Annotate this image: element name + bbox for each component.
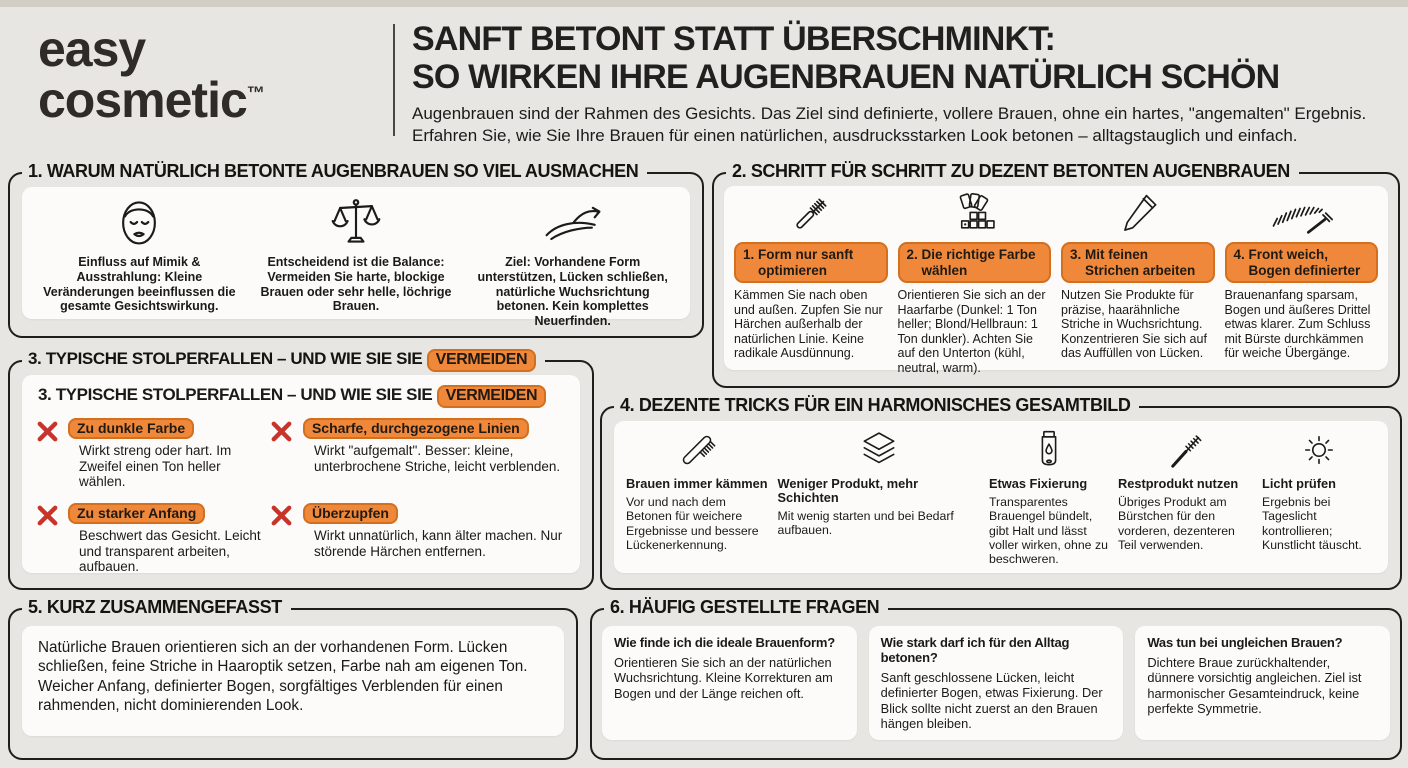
fault-content: [68, 418, 269, 490]
section3-inner-title-prefix: 3. TYPISCHE STOLPERFALLEN – UND WIE SIE SIE: [38, 385, 433, 404]
section5-card: [22, 626, 564, 736]
faq-answer: Dichtere Braue zurückhaltender, dünnere vorsichtig angleichen. Ziel ist harmonischer Gesamteindruck, keine perfekte Symmetrie.: [1147, 655, 1362, 717]
x-mark-icon: [269, 418, 295, 444]
trick-text: Transparentes Brauengel bündelt, gibt Halt und lässt voller wirken, ohne zu beschweren.: [989, 495, 1108, 567]
sun-icon: [1262, 427, 1376, 473]
gel-tube-icon: [989, 427, 1109, 473]
fault-grid: [34, 418, 568, 575]
fault-content: [303, 503, 568, 575]
faq-answer: Orientieren Sie sich an der natürlichen Wuchsrichtung. Kleine Korrekturen am Bogen und der Länge reichen oft.: [614, 655, 833, 701]
section3-inner-title-highlight: VERMEIDEN: [437, 385, 547, 408]
benefit-text: Einfluss auf Mimik & Ausstrahlung: Kleine Veränderungen beeinflussen die gesamte Gesichtswirkung.: [43, 255, 236, 314]
logo-line2: [38, 72, 265, 128]
trick-item: [1118, 427, 1253, 567]
section6-title: 6. HÄUFIG GESTELLTE FRAGEN: [604, 597, 888, 618]
page-subtitle-line2: Erfahren Sie, wie Sie Ihre Brauen für einen natürlichen, ausdrucksstarken Look betonen – alltagstauglich und einfach.: [412, 126, 1298, 146]
trick-item: [1262, 427, 1376, 567]
x-mark-icon: [34, 503, 60, 529]
trick-item: [778, 427, 981, 567]
section-why-natural-brows: [8, 161, 704, 338]
fault-label: Zu dunkle Farbe: [68, 418, 194, 439]
section1-title: 1. WARUM NATÜRLICH BETONTE AUGENBRAUEN SO VIEL AUSMACHEN: [22, 161, 647, 182]
section3-title-highlight: VERMEIDEN: [427, 349, 537, 372]
fault-label: Scharfe, durchgezogene Linien: [303, 418, 529, 439]
header-text: [412, 20, 1398, 147]
step-label: 2. Die richtige Farbe wählen: [898, 242, 1052, 283]
fault-text: Beschwert das Gesicht. Leicht und transparent arbeiten, aufbauen.: [79, 527, 261, 575]
brow-wand-icon: [1225, 191, 1379, 237]
faq-question: Was tun bei ungleichen Brauen?: [1147, 635, 1343, 650]
section-pitfalls: [8, 349, 594, 590]
trick-label: Licht prüfen: [1262, 476, 1336, 491]
trick-item: [626, 427, 769, 567]
x-mark-icon: [269, 503, 295, 529]
section2-title: 2. SCHRITT FÜR SCHRITT ZU DEZENT BETONTEN AUGENBRAUEN: [726, 161, 1299, 182]
step-item: [1225, 191, 1379, 365]
trick-label: Etwas Fixierung: [989, 476, 1088, 491]
section4-title: 4. DEZENTE TRICKS FÜR EIN HARMONISCHES GESAMTBILD: [614, 395, 1139, 416]
section-faq: [590, 597, 1402, 760]
section-summary: [8, 597, 578, 760]
summary-text: Natürliche Brauen orientieren sich an der vorhandenen Form. Lücken schließen, feine Striche in Haaroptik setzen, Farbe nah am eigenen Ton. Weicher Anfang, definierter Bogen, sorgfältiges Verblenden für einen rahmenden, nicht dominierenden Look.: [38, 639, 528, 715]
step-label: 4. Front weich, Bogen definierter: [1225, 242, 1379, 283]
faq-card: [602, 626, 857, 740]
section3-inner-title: [38, 385, 568, 408]
section5-title: 5. KURZ ZUSAMMENGEFASST: [22, 597, 291, 618]
page-title: [412, 20, 1398, 96]
page-title-line1: SANFT BETONT STATT ÜBERSCHMINKT:: [412, 20, 1056, 58]
logo-wordmark: cosmetic: [38, 72, 247, 128]
step-item: [734, 191, 888, 365]
faq-question: Wie stark darf ich für den Alltag betonen?: [880, 635, 1070, 665]
color-swatch-icon: [898, 191, 1052, 237]
section1-card: [22, 187, 690, 328]
fault-label: Zu starker Anfang: [68, 503, 205, 524]
face-icon: [38, 193, 241, 251]
benefit-item: [255, 193, 458, 315]
page-subtitle-line1: Augenbrauen sind der Rahmen des Gesichts. Das Ziel sind definierte, vollere Brauen, ohne ein hartes, "angemalten" Ergebnis.: [412, 104, 1367, 124]
trick-text: Ergebnis bei Tageslicht kontrollieren; Kunstlicht täuscht.: [1262, 495, 1362, 552]
fault-content: [68, 503, 269, 575]
section3-title: [22, 349, 545, 372]
fault-text: Wirkt "aufgemalt". Besser: kleine, unterbrochene Striche, leicht verblenden.: [313, 443, 561, 474]
comb-icon: [626, 427, 769, 473]
section3-title-prefix: 3. TYPISCHE STOLPERFALLEN – UND WIE SIE SIE: [28, 349, 423, 368]
benefit-item: [471, 193, 674, 328]
brow-arrow-icon: [471, 193, 674, 251]
benefit-text: Ziel: Vorhandene Form unterstützen, Lücken schließen, natürliche Wuchsrichtung betonen. Kein komplettes Neuerfinden.: [477, 255, 668, 328]
trick-item: [989, 427, 1109, 567]
step-text: Orientieren Sie sich an der Haarfarbe (Dunkel: 1 Ton heller; Blond/Hellbraun: 1 Ton dunkler). Achten Sie auf den Unterton (kühl, neutral, warm).: [897, 288, 1046, 375]
step-text: Brauenanfang sparsam, Bogen und äußeres Drittel etwas klarer. Zum Schluss mit Bürste durchkämmen für weiche Übergänge.: [1224, 288, 1371, 361]
section2-card: [724, 186, 1388, 375]
faq-list: [602, 626, 1390, 740]
step-text: Kämmen Sie nach oben und außen. Zupfen Sie nur Härchen außerhalb der natürlichen Linie. Keine radikale Ausdünnung.: [734, 288, 883, 361]
trademark-symbol: ™: [246, 83, 265, 103]
fault-label: Überzupfen: [303, 503, 398, 524]
section-step-by-step: [712, 161, 1400, 388]
trick-label: Brauen immer kämmen: [626, 476, 768, 491]
trick-text: Übriges Produkt am Bürstchen für den vorderen, dezenteren Teil verwenden.: [1118, 495, 1235, 552]
section3-card: [22, 375, 580, 573]
step-item: [897, 191, 1052, 375]
layers-icon: [778, 427, 981, 473]
page-title-line2: SO WIRKEN IHRE AUGENBRAUEN NATÜRLICH SCHÖN: [412, 58, 1280, 97]
section4-card: [614, 421, 1388, 573]
trick-label: Restprodukt nutzen: [1118, 476, 1239, 491]
step-item: [1061, 191, 1215, 365]
fault-item: [269, 503, 568, 575]
header-divider: [393, 24, 395, 136]
spoolie-icon: [1118, 427, 1253, 473]
fault-item: [269, 418, 568, 490]
spoolie-brush-icon: [734, 191, 888, 237]
benefit-text: Entscheidend ist die Balance: Vermeiden Sie harte, blockige Brauen oder sehr helle, löchrige Brauen.: [260, 255, 452, 314]
x-mark-icon: [34, 418, 60, 444]
faq-card: [869, 626, 1124, 740]
trick-text: Mit wenig starten und bei Bedarf aufbauen.: [777, 509, 954, 538]
step-label: 1. Form nur sanft optimieren: [734, 242, 888, 283]
brand-logo: [38, 21, 265, 128]
fault-text: Wirkt unnatürlich, kann älter machen. Nur störende Härchen entfernen.: [313, 527, 563, 559]
fault-item: [34, 503, 269, 575]
step-text: Nutzen Sie Produkte für präzise, haarähnliche Striche in Wuchsrichtung. Konzentrieren Sie sich auf das Auffüllen von Lücken.: [1061, 288, 1207, 361]
fault-text: Wirkt streng oder hart. Im Zweifel einen Ton heller wählen.: [79, 443, 232, 490]
trick-label: Weniger Produkt, mehr Schichten: [777, 476, 919, 506]
step-label: 3. Mit feinen Strichen arbeiten: [1061, 242, 1215, 283]
benefit-item: [38, 193, 241, 315]
trick-text: Vor und nach dem Betonen für weichere Ergebnisse und bessere Lückenerkennung.: [626, 495, 759, 552]
page-subtitle: [412, 103, 1398, 147]
section-subtle-tricks: [600, 395, 1402, 590]
pencil-icon: [1061, 191, 1215, 237]
fault-content: [303, 418, 568, 490]
faq-answer: Sanft geschlossene Lücken, leicht definierter Bogen, etwas Fixierung. Der Blick sollte nicht zuerst an den Brauen hängen bleiben.: [880, 670, 1103, 732]
logo-line1: easy: [38, 21, 146, 77]
faq-card: [1135, 626, 1390, 740]
faq-question: Wie finde ich die ideale Brauenform?: [614, 635, 835, 650]
fault-item: [34, 418, 269, 490]
balance-scale-icon: [255, 193, 458, 251]
